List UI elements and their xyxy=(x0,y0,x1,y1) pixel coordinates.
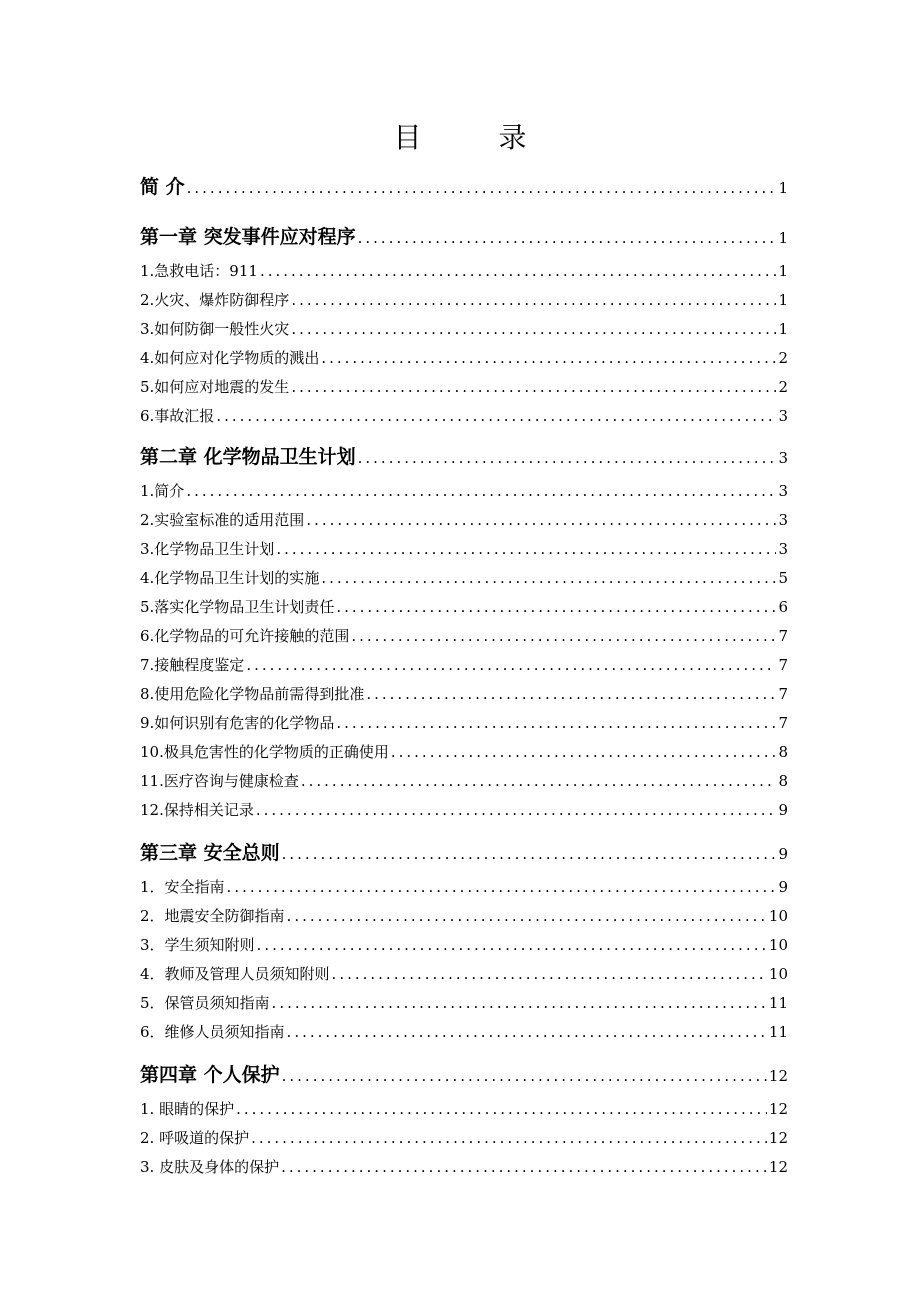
toc-page-number: 11 xyxy=(768,1023,788,1041)
dot-leader xyxy=(366,685,776,703)
toc-item-entry xyxy=(140,567,788,588)
dot-leader xyxy=(358,449,777,467)
toc-page-number: 9 xyxy=(778,801,788,819)
toc-page-number: 3 xyxy=(778,482,788,500)
toc-entry-label: 7.接触程度鉴定 xyxy=(140,656,245,674)
toc-entry-label: 11.医疗咨询与健康检查 xyxy=(140,772,299,790)
toc-entry-label: 4.化学物品卫生计划的实施 xyxy=(140,569,320,587)
dot-leader xyxy=(260,262,777,280)
dot-leader xyxy=(358,229,777,247)
dot-leader xyxy=(391,743,777,761)
toc-page-number: 1 xyxy=(778,320,788,338)
toc-item-entry xyxy=(140,992,788,1013)
toc-item-entry xyxy=(140,963,788,984)
toc-page-number: 2 xyxy=(778,378,788,396)
toc-entry-label: 第一章 突发事件应对程序 xyxy=(140,226,356,248)
toc-entry-label: 第四章 个人保护 xyxy=(140,1064,280,1086)
toc-page-number: 1 xyxy=(778,179,788,197)
toc-page-number: 7 xyxy=(778,685,788,703)
toc-page-number: 5 xyxy=(778,569,788,587)
toc-page-number: 10 xyxy=(768,936,788,954)
toc-entry-label: 1．安全指南 xyxy=(140,878,225,896)
dot-leader xyxy=(301,772,777,790)
dot-leader xyxy=(291,378,776,396)
toc-page-number: 7 xyxy=(778,627,788,645)
toc-entry-label: 3. 皮肤及身体的保护 xyxy=(140,1158,280,1176)
toc-item-entry xyxy=(140,1098,788,1119)
toc-page-number: 8 xyxy=(778,772,788,790)
toc-entry-label: 1. 眼睛的保护 xyxy=(140,1100,235,1118)
toc-page-number: 7 xyxy=(778,656,788,674)
toc-entry-label: 2.火灾、爆炸防御程序 xyxy=(140,291,290,309)
toc-entry-label: 6．维修人员须知指南 xyxy=(140,1023,285,1041)
dot-leader xyxy=(281,1158,767,1176)
toc-item-entry xyxy=(140,712,788,733)
toc-page-number: 11 xyxy=(768,994,788,1012)
toc-page-number: 9 xyxy=(778,845,788,863)
dot-leader xyxy=(321,569,776,587)
toc-item-entry xyxy=(140,1127,788,1148)
toc-page-number: 7 xyxy=(778,714,788,732)
dot-leader xyxy=(251,1129,767,1147)
toc-page-number: 12 xyxy=(768,1129,788,1147)
toc-page-number: 1 xyxy=(778,262,788,280)
toc-chapter-entry xyxy=(140,222,788,249)
toc-entry-label: 5．保管员须知指南 xyxy=(140,994,270,1012)
dot-leader xyxy=(216,407,776,425)
toc-entry-label: 2.实验室标准的适用范围 xyxy=(140,511,305,529)
toc-entry-label: 2. 呼吸道的保护 xyxy=(140,1129,250,1147)
dot-leader xyxy=(336,714,776,732)
dot-leader xyxy=(246,656,776,674)
toc-entry-label: 3.化学物品卫生计划 xyxy=(140,540,275,558)
toc-item-entry xyxy=(140,799,788,820)
toc-entry-label: 1.急救电话：911 xyxy=(140,262,258,280)
toc-entry-label: 10.极具危害性的化学物质的正确使用 xyxy=(140,743,389,761)
toc-item-entry xyxy=(140,934,788,955)
toc-item-entry xyxy=(140,683,788,704)
toc-page-number: 3 xyxy=(778,511,788,529)
dot-leader xyxy=(236,1100,767,1118)
dot-leader xyxy=(187,179,777,197)
toc-entry-label: 5.落实化学物品卫生计划责任 xyxy=(140,598,335,616)
toc-item-entry xyxy=(140,654,788,675)
toc-entry-label: 第二章 化学物品卫生计划 xyxy=(140,446,356,468)
toc-page-number: 6 xyxy=(778,598,788,616)
dot-leader xyxy=(287,1023,767,1041)
dot-leader xyxy=(186,482,776,500)
dot-leader xyxy=(272,994,767,1012)
toc-page-number: 8 xyxy=(778,743,788,761)
toc-item-entry xyxy=(140,376,788,397)
toc-entry-label: 3．学生须知附则 xyxy=(140,936,255,954)
toc-item-entry xyxy=(140,347,788,368)
toc-entry-label: 6.事故汇报 xyxy=(140,407,215,425)
toc-entry-label: 第三章 安全总则 xyxy=(140,842,280,864)
toc-chapter-entry xyxy=(140,172,788,199)
toc-item-entry xyxy=(140,770,788,791)
toc-item-entry xyxy=(140,905,788,926)
toc-chapter-entry xyxy=(140,838,788,865)
toc-item-entry xyxy=(140,1156,788,1177)
dot-leader xyxy=(306,511,776,529)
toc-item-entry xyxy=(140,876,788,897)
toc-entry-label: 3.如何防御一般性火灾 xyxy=(140,320,290,338)
toc-item-entry xyxy=(140,1021,788,1042)
toc-entry-label: 4.如何应对化学物质的溅出 xyxy=(140,349,320,367)
toc-entry-label: 1.简介 xyxy=(140,482,185,500)
dot-leader xyxy=(276,540,776,558)
dot-leader xyxy=(332,965,767,983)
toc-item-entry xyxy=(140,509,788,530)
dot-leader xyxy=(321,349,776,367)
dot-leader xyxy=(257,936,767,954)
toc-page-number: 1 xyxy=(778,291,788,309)
toc-entry-label: 5.如何应对地震的发生 xyxy=(140,378,290,396)
toc-item-entry xyxy=(140,741,788,762)
dot-leader xyxy=(256,801,777,819)
toc-chapter-entry xyxy=(140,442,788,469)
toc-item-entry xyxy=(140,538,788,559)
toc-title: 目 录 xyxy=(393,121,561,154)
toc-item-entry xyxy=(140,596,788,617)
toc-page-number: 3 xyxy=(778,407,788,425)
toc-item-entry xyxy=(140,318,788,339)
toc-item-entry xyxy=(140,289,788,310)
toc-page-number: 3 xyxy=(778,540,788,558)
toc-entry-label: 2．地震安全防御指南 xyxy=(140,907,285,925)
dot-leader xyxy=(227,878,777,896)
toc-entry-label: 12.保持相关记录 xyxy=(140,801,254,819)
dot-leader xyxy=(282,845,777,863)
toc-item-entry xyxy=(140,480,788,501)
toc-item-entry xyxy=(140,405,788,426)
dot-leader xyxy=(336,598,776,616)
toc-entry-label: 4．教师及管理人员须知附则 xyxy=(140,965,330,983)
toc-page-number: 3 xyxy=(778,449,788,467)
dot-leader xyxy=(291,320,776,338)
toc-item-entry xyxy=(140,260,788,281)
toc-chapter-entry xyxy=(140,1060,788,1087)
toc-entry-label: 9.如何识别有危害的化学物品 xyxy=(140,714,335,732)
toc-page-number: 10 xyxy=(768,907,788,925)
dot-leader xyxy=(351,627,776,645)
toc-page-number: 12 xyxy=(768,1158,788,1176)
dot-leader xyxy=(282,1067,767,1085)
toc-page-number: 9 xyxy=(778,878,788,896)
toc-entry-label: 6.化学物品的可允许接触的范围 xyxy=(140,627,350,645)
toc-item-entry xyxy=(140,625,788,646)
toc-page-number: 2 xyxy=(778,349,788,367)
dot-leader xyxy=(291,291,776,309)
toc-entry-label: 简 介 xyxy=(140,176,185,198)
toc-page-number: 12 xyxy=(768,1100,788,1118)
toc-page-number: 12 xyxy=(768,1067,788,1085)
toc-page-number: 1 xyxy=(778,229,788,247)
toc-page-number: 10 xyxy=(768,965,788,983)
dot-leader xyxy=(287,907,767,925)
toc-entry-label: 8.使用危险化学物品前需得到批准 xyxy=(140,685,365,703)
